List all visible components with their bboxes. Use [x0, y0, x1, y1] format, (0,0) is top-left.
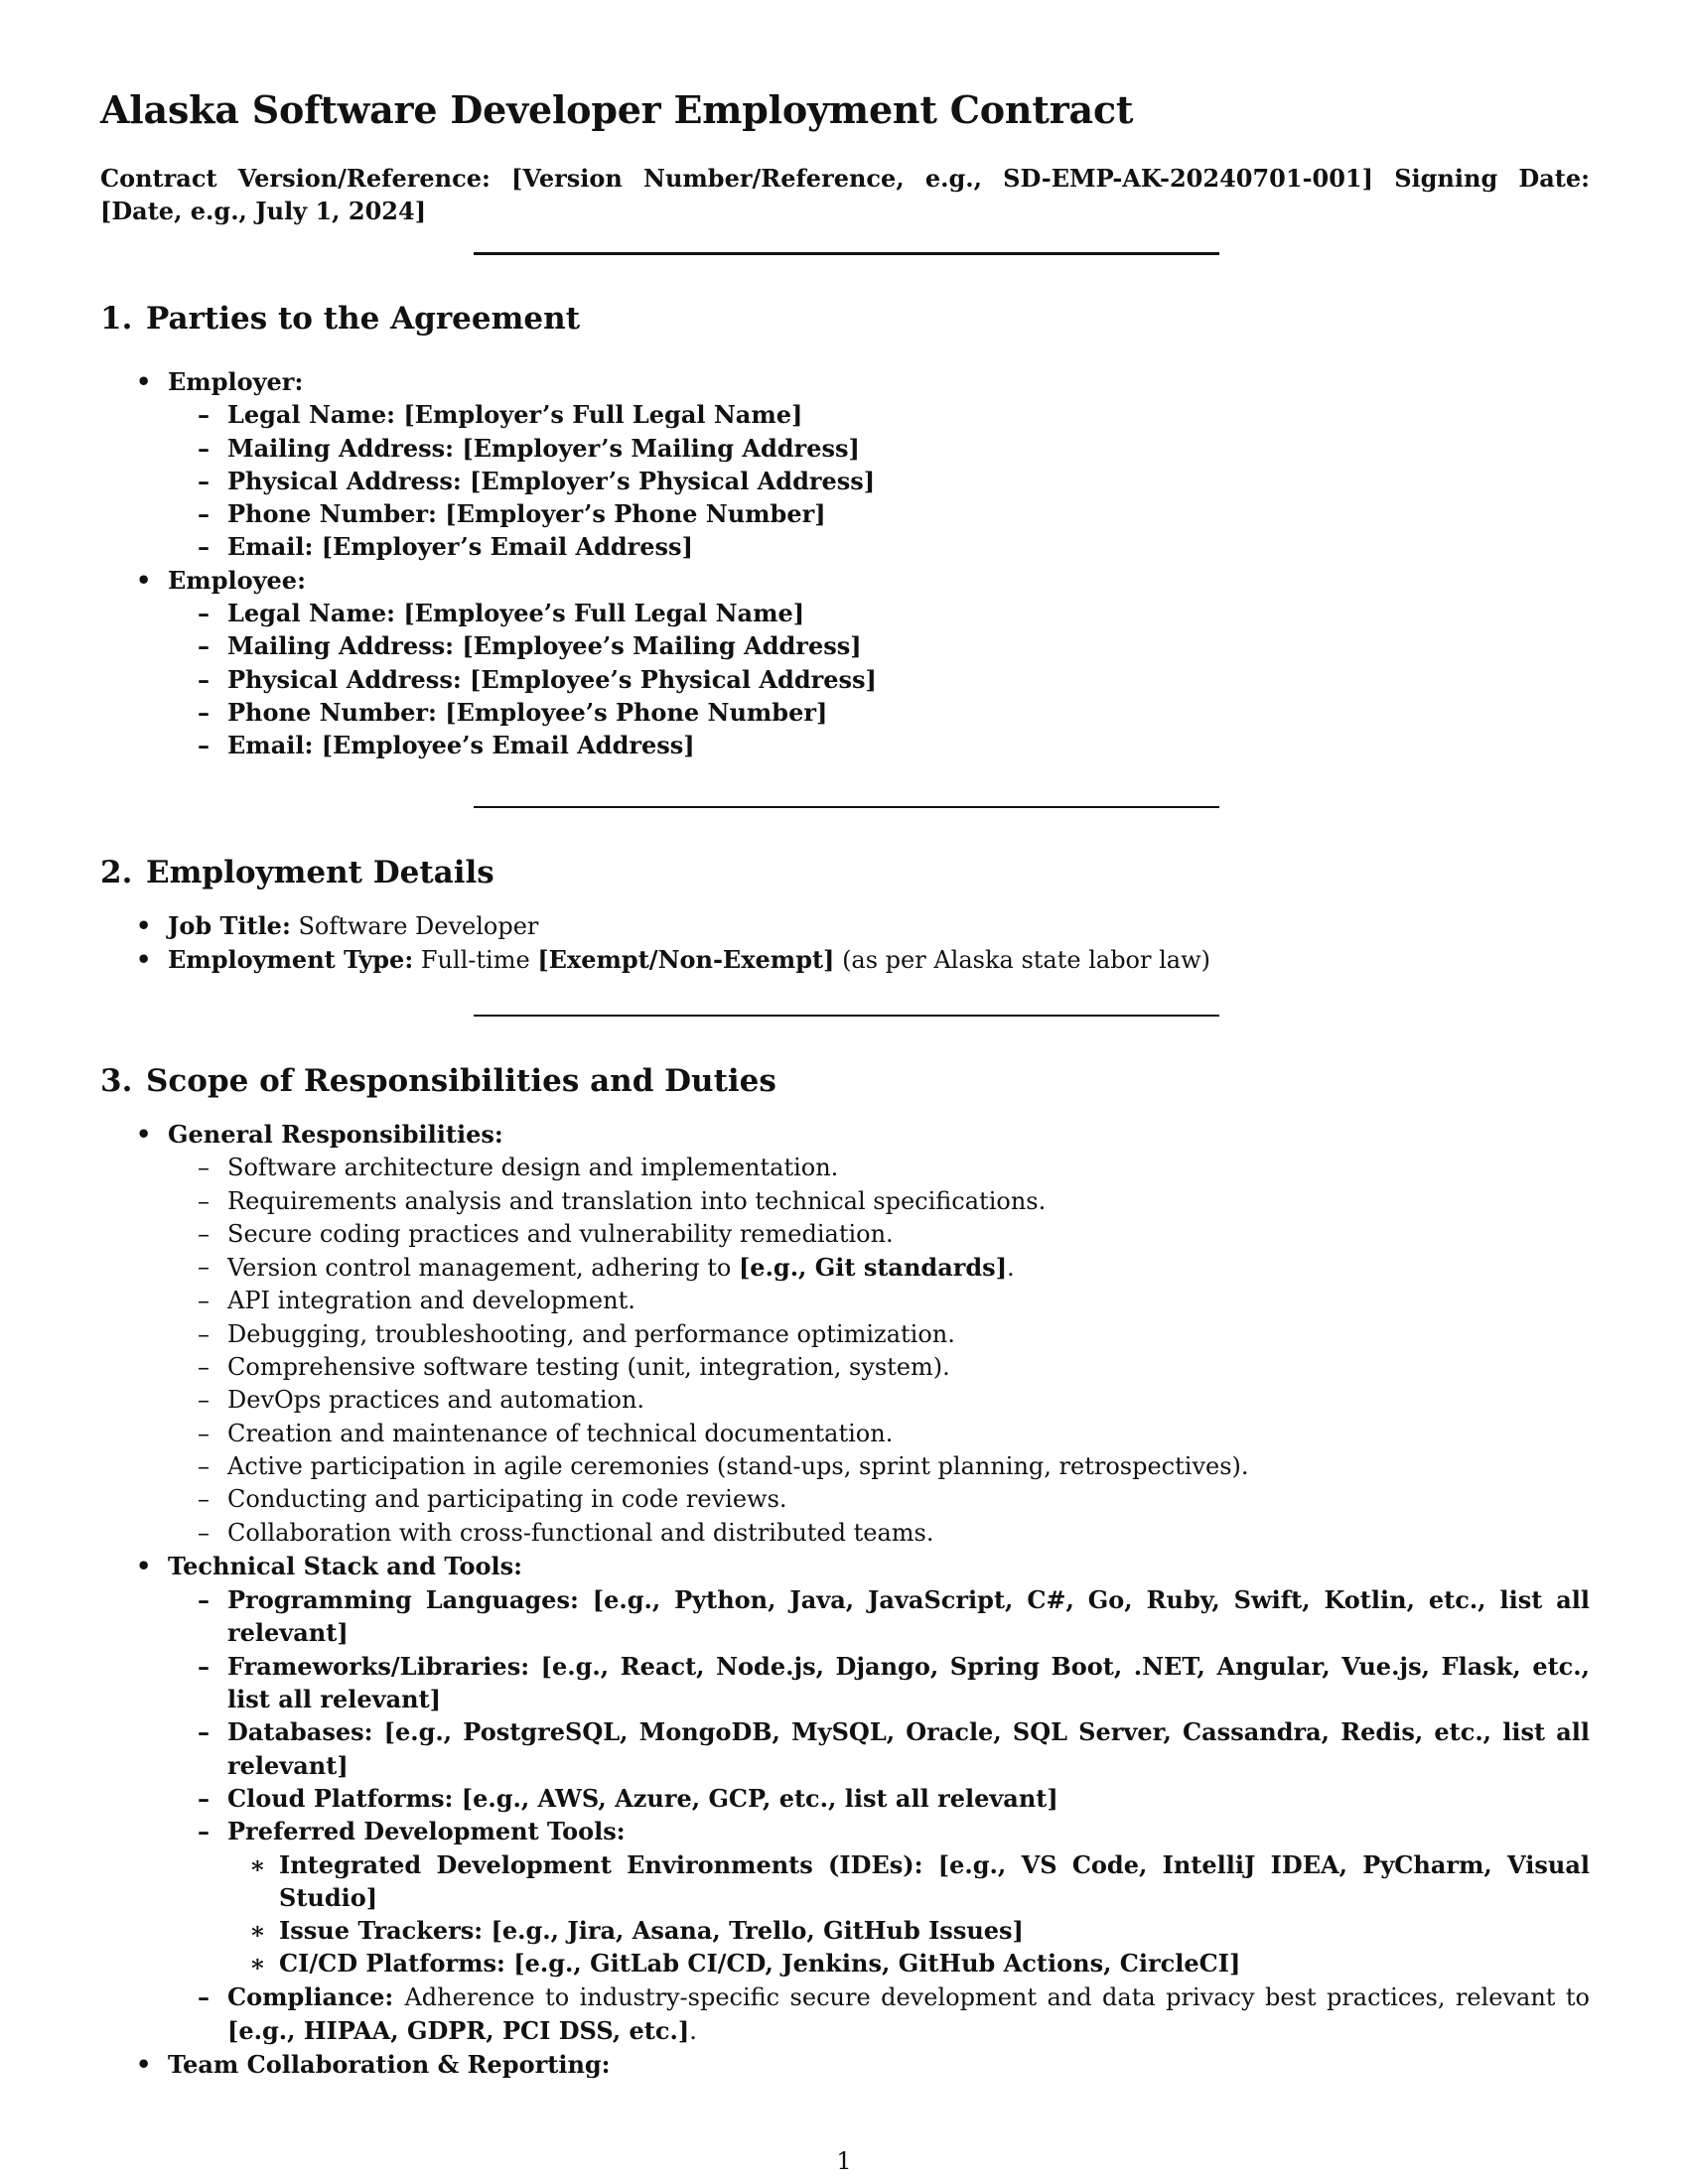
list-item: – Compliance: Adherence to industry-specific secure development and data privacy best practices, relevant to [e.g., HIPAA, GDPR, PCI DSS, etc.]. — [168, 1980, 1590, 2049]
item-label: Technical Stack and Tools: — [168, 1551, 522, 1580]
employee-item — [100, 564, 1590, 762]
field-label: Integrated Development Environments (IDEs): — [279, 1849, 923, 1879]
item-text: Version control management, adhering to — [227, 1254, 732, 1283]
list-item: – Conducting and participating in code reviews. — [168, 1483, 1590, 1516]
section-number: 1. — [100, 301, 133, 337]
field-label: Legal Name: — [227, 599, 395, 628]
section-title: Employment Details — [146, 855, 494, 890]
field-placeholder: [Exempt/Non-Exempt] — [537, 945, 835, 975]
list-item — [168, 629, 1590, 662]
field-value: [e.g., PostgreSQL, MongoDB, MySQL, Oracle, SQL Server, Cassandra, Redis, etc., list all relevant] — [227, 1717, 1590, 1780]
dev-tools-sublist — [227, 1848, 1590, 1980]
section-divider — [474, 252, 1219, 255]
field-value: [e.g., VS Code, IntelliJ IDEA, PyCharm, Visual Studio] — [279, 1849, 1591, 1912]
section-number: 3. — [100, 1063, 133, 1099]
employee-label: Employee: — [168, 565, 306, 595]
list-item: – Version control management, adhering to [e.g., Git standards]. — [168, 1251, 1590, 1285]
section-title: Scope of Responsibilities and Duties — [146, 1063, 776, 1099]
list-item — [100, 909, 1590, 943]
section-1-heading — [100, 301, 580, 337]
list-item: – API integration and development. — [168, 1285, 1590, 1317]
field-text: Adherence to industry-specific secure development and data privacy best practices, relevant to — [404, 1982, 1590, 2011]
list-item — [168, 398, 1590, 431]
list-item — [168, 696, 1590, 729]
field-value: Software Developer — [298, 912, 539, 940]
employment-details-list — [100, 909, 1590, 978]
field-value: [e.g., AWS, Azure, GCP, etc., list all relevant] — [461, 1783, 1058, 1813]
employer-item — [100, 365, 1590, 564]
field-value: [e.g., Jira, Asana, Trello, GitHub Issues] — [491, 1916, 1024, 1946]
field-label: Job Title: — [168, 911, 291, 940]
section-title: Parties to the Agreement — [146, 301, 581, 337]
section-3-heading — [100, 1063, 776, 1099]
list-item — [168, 465, 1590, 497]
field-label: CI/CD Platforms: — [279, 1949, 505, 1979]
field-value: [e.g., Python, Java, JavaScript, C#, Go, Ruby, Swift, Kotlin, etc., list all relevant] — [227, 1585, 1590, 1648]
list-item — [168, 432, 1590, 465]
field-label: Email: — [227, 731, 314, 760]
list-item — [168, 729, 1590, 761]
field-value: Full-time — [420, 946, 530, 975]
list-item: – Comprehensive software testing (unit, integration, system). — [168, 1351, 1590, 1384]
list-item — [227, 1848, 1590, 1915]
field-label: Email: — [227, 532, 314, 562]
field-value: [Employer’s Mailing Address] — [462, 433, 860, 463]
field-label: Frameworks/Libraries: — [227, 1651, 530, 1681]
signing-date-label: Signing Date: — [1394, 164, 1591, 193]
section-divider — [474, 1015, 1219, 1017]
contract-meta — [100, 162, 1590, 227]
list-item: – Creation and maintenance of technical documentation. — [168, 1418, 1590, 1450]
general-responsibilities-item — [100, 1118, 1590, 1550]
section-2-heading — [100, 855, 494, 890]
field-label: Physical Address: — [227, 664, 462, 694]
field-value: [Employer’s Email Address] — [321, 532, 693, 562]
section-number: 2. — [100, 855, 133, 890]
list-item — [168, 663, 1590, 696]
field-label: Cloud Platforms: — [227, 1783, 454, 1813]
field-label: Employment Type: — [168, 945, 414, 975]
field-label: Databases: — [227, 1717, 373, 1747]
field-label: Legal Name: — [227, 400, 395, 430]
page-number: 1 — [836, 2147, 852, 2175]
signing-date-value: [Date, e.g., July 1, 2024] — [100, 197, 427, 225]
technical-stack-sublist — [168, 1583, 1590, 2048]
field-note: (as per Alaska state labor law) — [842, 946, 1210, 975]
field-label: Issue Trackers: — [279, 1916, 484, 1946]
list-item — [168, 1583, 1590, 1650]
list-item — [168, 1715, 1590, 1782]
list-item: – Debugging, troubleshooting, and performance optimization. — [168, 1318, 1590, 1351]
field-value: [Employee’s Email Address] — [321, 731, 695, 760]
field-value: [e.g., GitLab CI/CD, Jenkins, GitHub Actions, CircleCI] — [513, 1949, 1241, 1979]
item-label: Team Collaboration & Reporting: — [168, 2050, 611, 2080]
technical-stack-item — [100, 1550, 1590, 2048]
field-value: [e.g., React, Node.js, Django, Spring Boot, .NET, Angular, Vue.js, Flask, etc., list all relevant] — [227, 1651, 1591, 1714]
version-value: [Version Number/Reference, e.g., SD-EMP-AK-20240701-001] — [511, 164, 1373, 193]
field-value: [Employer’s Phone Number] — [445, 499, 826, 529]
field-value: [Employee’s Phone Number] — [445, 697, 828, 727]
general-responsibilities-sublist — [168, 1152, 1590, 1550]
field-label: Programming Languages: — [227, 1585, 579, 1615]
list-item: – Software architecture design and implementation. — [168, 1152, 1590, 1184]
list-item — [168, 1815, 1590, 1979]
list-item: – Secure coding practices and vulnerability remediation. — [168, 1218, 1590, 1251]
field-label: Compliance: — [227, 1981, 394, 2011]
field-value: [e.g., HIPAA, GDPR, PCI DSS, etc.] — [227, 2016, 690, 2046]
team-collaboration-item — [100, 2048, 1590, 2082]
list-item — [168, 1782, 1590, 1815]
field-value: [Employer’s Physical Address] — [470, 466, 876, 495]
employer-label: Employer: — [168, 367, 304, 396]
list-item — [168, 497, 1590, 530]
list-item — [168, 530, 1590, 563]
field-label: Preferred Development Tools: — [227, 1817, 626, 1846]
parties-list — [100, 365, 1590, 762]
field-value: [Employee’s Mailing Address] — [462, 631, 862, 661]
list-item — [227, 1914, 1590, 1947]
list-item — [100, 943, 1590, 977]
list-item — [168, 597, 1590, 629]
list-item: – DevOps practices and automation. — [168, 1384, 1590, 1417]
list-item: – Requirements analysis and translation into technical specifications. — [168, 1185, 1590, 1218]
list-item — [227, 1947, 1590, 1979]
field-value: [Employer’s Full Legal Name] — [403, 400, 803, 430]
list-item: – Active participation in agile ceremonies (stand-ups, sprint planning, retrospectives). — [168, 1450, 1590, 1483]
field-value: [Employee’s Physical Address] — [470, 664, 877, 694]
field-value: [Employee’s Full Legal Name] — [403, 599, 805, 628]
employee-details — [168, 597, 1590, 761]
responsibilities-list — [100, 1118, 1590, 2083]
section-divider — [474, 806, 1219, 808]
employer-details — [168, 398, 1590, 563]
list-item: – Collaboration with cross-functional and distributed teams. — [168, 1517, 1590, 1550]
field-label: Physical Address: — [227, 466, 462, 495]
list-item — [168, 1650, 1590, 1716]
field-label: Mailing Address: — [227, 433, 455, 463]
document-title: Alaska Software Developer Employment Contract — [100, 87, 1134, 132]
field-label: Mailing Address: — [227, 631, 455, 661]
field-label: Phone Number: — [227, 499, 437, 529]
item-label: General Responsibilities: — [168, 1120, 503, 1149]
field-placeholder: [e.g., Git standards] — [738, 1253, 1008, 1283]
field-label: Phone Number: — [227, 697, 437, 727]
version-label: Contract Version/Reference: — [100, 164, 491, 193]
